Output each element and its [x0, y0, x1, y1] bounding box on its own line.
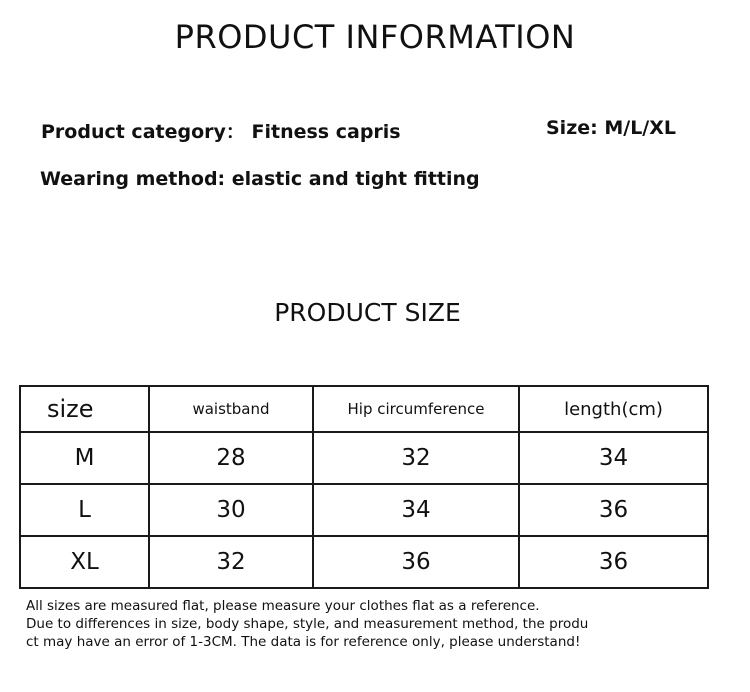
table-row: [20, 536, 708, 588]
column-header-size: size: [20, 386, 149, 432]
table-row: [20, 484, 708, 536]
cell-waistband: 28: [149, 432, 313, 484]
table-row: [20, 432, 708, 484]
measurement-note-line-3: ct may have an error of 1-3CM. The data is for reference only, please understand!: [26, 634, 581, 650]
cell-hip: 36: [313, 536, 519, 588]
wearing-method: Wearing method: elastic and tight fitting: [40, 168, 480, 190]
page-title: PRODUCT INFORMATION: [174, 18, 576, 56]
cell-length: 36: [519, 536, 708, 588]
cell-size: L: [20, 484, 149, 536]
column-header-waistband: waistband: [149, 386, 313, 432]
cell-hip: 34: [313, 484, 519, 536]
cell-size: XL: [20, 536, 149, 588]
product-category: Product category： Fitness capris: [41, 121, 401, 143]
cell-length: 34: [519, 432, 708, 484]
table-header-row: [20, 386, 708, 432]
column-header-length: length(cm): [519, 386, 708, 432]
measurement-note-line-2: Due to differences in size, body shape, style, and measurement method, the produ: [26, 616, 589, 632]
measurement-note-line-1: All sizes are measured flat, please measure your clothes flat as a reference.: [26, 598, 540, 614]
size-options: Size: M/L/XL: [546, 117, 677, 139]
cell-hip: 32: [313, 432, 519, 484]
cell-waistband: 32: [149, 536, 313, 588]
cell-length: 36: [519, 484, 708, 536]
cell-waistband: 30: [149, 484, 313, 536]
cell-size: M: [20, 432, 149, 484]
size-section-title: PRODUCT SIZE: [274, 298, 461, 327]
size-table: [19, 385, 709, 589]
column-header-hip: Hip circumference: [313, 386, 519, 432]
